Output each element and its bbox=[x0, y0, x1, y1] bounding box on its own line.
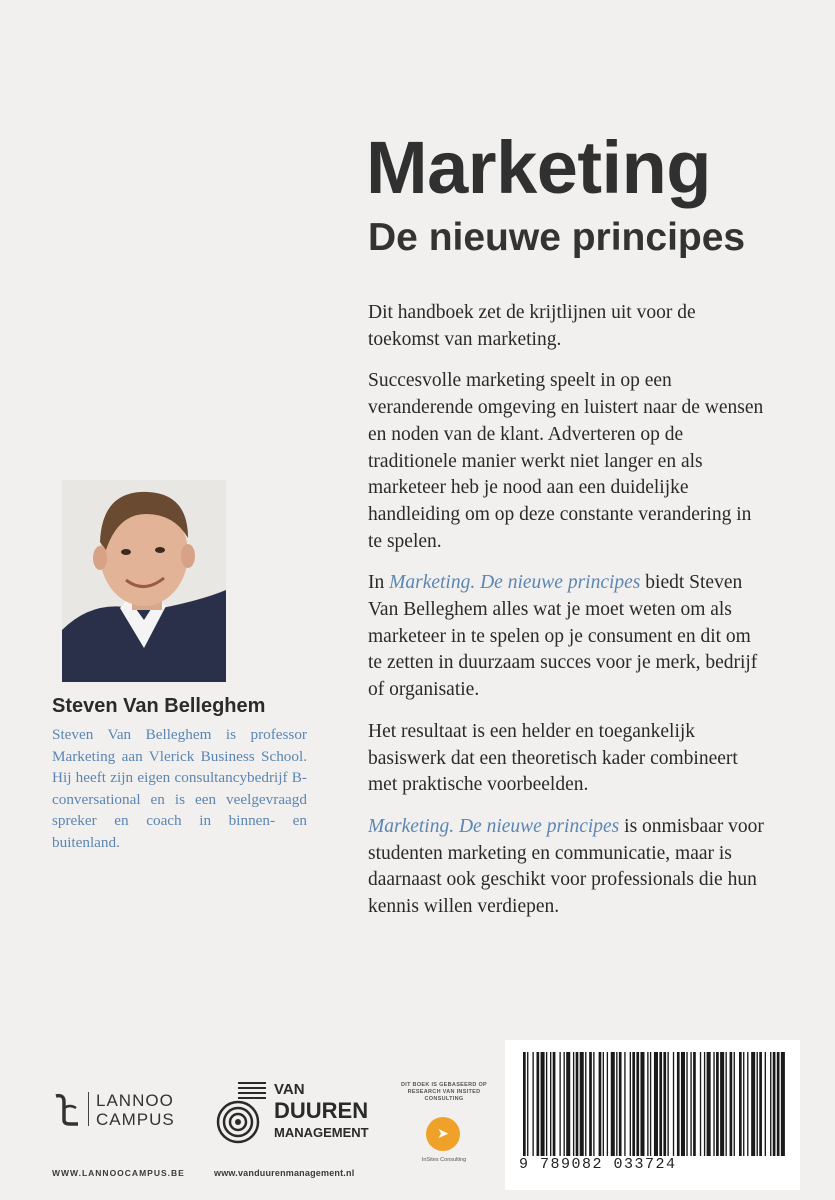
lannoo-campus-logo bbox=[50, 1090, 190, 1130]
barcode-bar bbox=[523, 1052, 526, 1156]
lannoo-url: WWW.LANNOOCAMPUS.BE bbox=[52, 1168, 185, 1178]
insites-arrows-icon: ➤ bbox=[426, 1117, 460, 1151]
barcode-bar bbox=[734, 1052, 735, 1156]
insites-consulting-badge bbox=[390, 1082, 500, 1172]
barcode-bar bbox=[690, 1052, 691, 1156]
barcode-bar bbox=[559, 1052, 560, 1156]
barcode-bar bbox=[550, 1052, 551, 1156]
lannoo-word-1: LANNOO bbox=[96, 1091, 174, 1110]
barcode-bar bbox=[630, 1052, 631, 1156]
barcode-bar bbox=[603, 1052, 604, 1156]
vdm-word-2: DUUREN bbox=[274, 1098, 369, 1123]
barcode-bar bbox=[624, 1052, 625, 1156]
barcode-bar bbox=[659, 1052, 662, 1156]
barcode-bar bbox=[663, 1052, 666, 1156]
blurb-paragraph-4: Het resultaat is een helder en toegankelijk basiswerk dat een theoretisch kader combineert met praktische voorbeelden. bbox=[368, 720, 738, 796]
barcode-bar bbox=[720, 1052, 724, 1156]
book-subtitle: De nieuwe principes bbox=[368, 216, 746, 259]
barcode-bar bbox=[616, 1052, 617, 1156]
barcode-bar bbox=[759, 1052, 762, 1156]
barcode-bar bbox=[726, 1052, 727, 1156]
book-title: Marketing bbox=[366, 126, 712, 209]
blurb-p5-rest: is onmisbaar voor studenten marketing en communicatie, maar is daarnaast ook geschikt voor professionals die hun kennis willen verdiepen. bbox=[368, 815, 764, 918]
vdm-word-1: VAN bbox=[274, 1081, 305, 1098]
barcode-bar bbox=[757, 1052, 758, 1156]
barcode-bar bbox=[541, 1052, 545, 1156]
barcode-bar bbox=[773, 1052, 776, 1156]
van-duuren-logo bbox=[214, 1078, 384, 1148]
isbn-barcode bbox=[505, 1040, 800, 1190]
insites-note: DIT BOEK IS GEBASEERD OP RESEARCH VAN INSITED CONSULTING bbox=[400, 1082, 488, 1102]
vdm-url: www.vanduurenmanagement.nl bbox=[214, 1168, 355, 1178]
barcode-bar bbox=[632, 1052, 635, 1156]
barcode-bar bbox=[576, 1052, 579, 1156]
barcode-bar bbox=[747, 1052, 748, 1156]
blurb bbox=[368, 300, 768, 936]
barcode-bar bbox=[573, 1052, 574, 1156]
van-duuren-spiral-icon bbox=[214, 1078, 272, 1148]
barcode-bar bbox=[730, 1052, 733, 1156]
barcode-bar bbox=[546, 1052, 547, 1156]
lannoo-monogram-icon bbox=[50, 1092, 82, 1128]
barcode-bar bbox=[640, 1052, 644, 1156]
blurb-paragraph-2: Succesvolle marketing speelt in op een veranderende omgeving en luistert naar de wensen en noden van de klant. Adverteren op de traditionele manier werkt niet langer en als marketeer heb je nood aan een duidelijke handleiding om op deze constante verandering in te spelen. bbox=[368, 370, 764, 552]
author-portrait-image bbox=[62, 480, 226, 682]
barcode-bar bbox=[619, 1052, 622, 1156]
barcode-bar bbox=[599, 1052, 602, 1156]
barcode-bar bbox=[765, 1052, 766, 1156]
blurb-paragraph-3 bbox=[368, 570, 768, 704]
blurb-paragraph-1: Dit handboek zet de krijtlijnen uit voor de toekomst van marketing. bbox=[368, 302, 696, 350]
barcode-bar bbox=[647, 1052, 648, 1156]
barcode-bar bbox=[636, 1052, 639, 1156]
blurb-p3-book-title: Marketing. De nieuwe principes bbox=[389, 572, 641, 594]
barcode-bar bbox=[704, 1052, 705, 1156]
barcode-bar bbox=[532, 1052, 533, 1156]
barcode-bar bbox=[777, 1052, 780, 1156]
barcode-bar bbox=[739, 1052, 742, 1156]
barcode-bar bbox=[566, 1052, 570, 1156]
barcode-bar bbox=[650, 1052, 651, 1156]
isbn-number: 9 789082 033724 bbox=[519, 1156, 677, 1173]
barcode-bar bbox=[654, 1052, 658, 1156]
blurb-p3-rest: biedt Steven Van Belleghem alles wat je moet weten om als marketeer in te spelen op je consument en dit om te zetten in duurzaam succes voor je merk, bedrijf of organisatie. bbox=[368, 572, 758, 701]
barcode-bars bbox=[523, 1052, 785, 1156]
barcode-bar bbox=[611, 1052, 615, 1156]
lannoo-word-2: CAMPUS bbox=[96, 1110, 175, 1129]
barcode-bar bbox=[681, 1052, 685, 1156]
blurb-p3-prefix: In bbox=[368, 572, 390, 594]
barcode-bar bbox=[527, 1052, 528, 1156]
barcode-bar bbox=[693, 1052, 696, 1156]
barcode-bar bbox=[677, 1052, 680, 1156]
insites-name: InSites Consulting bbox=[421, 1157, 467, 1163]
barcode-bar bbox=[537, 1052, 540, 1156]
barcode-bar bbox=[713, 1052, 714, 1156]
barcode-bar bbox=[770, 1052, 771, 1156]
author-photo bbox=[62, 480, 226, 682]
barcode-bar bbox=[707, 1052, 711, 1156]
barcode-bar bbox=[673, 1052, 674, 1156]
barcode-bar bbox=[686, 1052, 687, 1156]
author-bio: Steven Van Belleghem is professor Marketing aan Vlerick Business School. Hij heeft zijn eigen consultancybedrijf B-conversational en is een veelgevraagd spreker en coach in binnen- en buitenland. bbox=[52, 726, 307, 851]
blurb-paragraph-5 bbox=[368, 814, 768, 921]
blurb-p5-book-title: Marketing. De nieuwe principes bbox=[368, 815, 620, 837]
lannoo-divider bbox=[88, 1092, 89, 1126]
barcode-bar bbox=[607, 1052, 608, 1156]
barcode-bar bbox=[700, 1052, 701, 1156]
barcode-bar bbox=[585, 1052, 586, 1156]
barcode-bar bbox=[593, 1052, 594, 1156]
barcode-bar bbox=[564, 1052, 565, 1156]
barcode-bar bbox=[716, 1052, 719, 1156]
barcode-bar bbox=[781, 1052, 785, 1156]
barcode-bar bbox=[667, 1052, 668, 1156]
barcode-bar bbox=[553, 1052, 556, 1156]
author-name: Steven Van Belleghem bbox=[52, 695, 266, 717]
barcode-bar bbox=[751, 1052, 755, 1156]
barcode-bar bbox=[743, 1052, 744, 1156]
vdm-word-3: MANAGEMENT bbox=[274, 1125, 369, 1140]
barcode-bar bbox=[580, 1052, 584, 1156]
barcode-bar bbox=[589, 1052, 592, 1156]
